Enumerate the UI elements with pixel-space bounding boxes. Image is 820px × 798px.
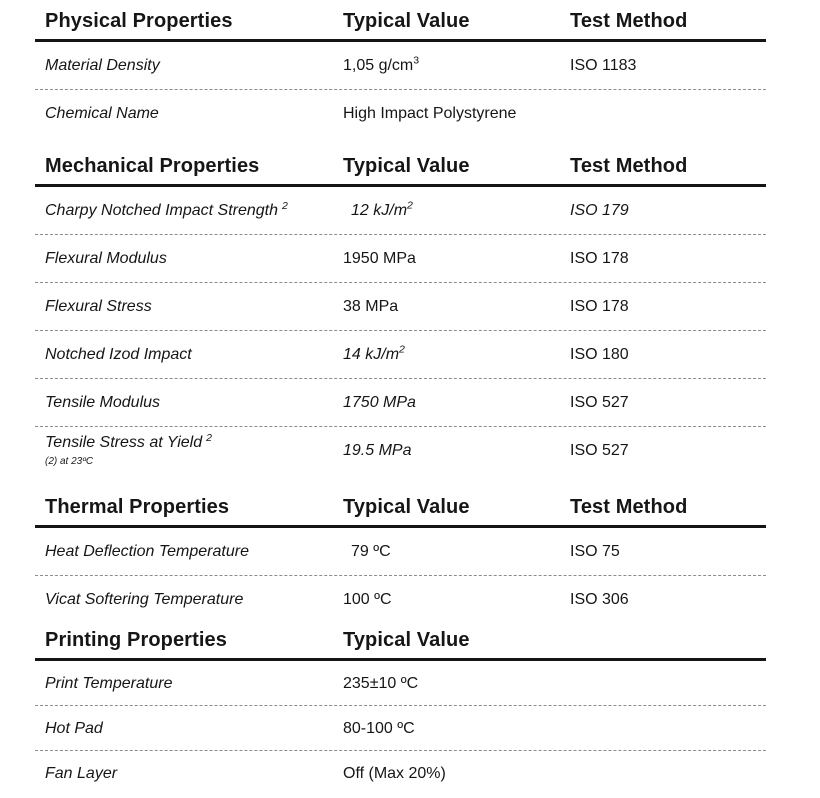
property-name-cell xyxy=(35,104,343,123)
property-row xyxy=(35,187,766,235)
section-header-row xyxy=(35,6,766,42)
column-header-typical-value: Typical Value xyxy=(343,155,470,177)
section-title: Physical Properties xyxy=(45,10,233,32)
property-value: 38 MPa xyxy=(343,298,399,315)
property-value-cell xyxy=(343,674,570,693)
property-name-superscript: 2 xyxy=(282,199,288,212)
property-value-cell xyxy=(343,542,570,561)
section-title: Thermal Properties xyxy=(45,496,230,518)
property-name: Tensile Modulus xyxy=(45,394,161,411)
property-value: 100 ºC xyxy=(343,591,392,608)
property-name-cell xyxy=(35,433,343,468)
section-printing-properties xyxy=(35,625,766,795)
column-header-typical-value: Typical Value xyxy=(343,496,470,518)
property-name-cell xyxy=(35,719,343,738)
column-header-typical-value: Typical Value xyxy=(343,10,470,32)
property-value-superscript: 2 xyxy=(399,343,405,356)
test-method-value: ISO 1183 xyxy=(570,57,637,74)
property-name: Hot Pad xyxy=(45,719,103,737)
property-name: Tensile Stress at Yield xyxy=(45,434,203,451)
property-name-cell xyxy=(35,764,343,783)
property-name: Charpy Notched Impact Strength xyxy=(45,202,279,219)
property-row xyxy=(35,661,766,706)
property-row xyxy=(35,379,766,427)
property-value: 19.5 MPa xyxy=(343,442,412,459)
section-mechanical-properties xyxy=(35,151,766,474)
test-method-value: ISO 178 xyxy=(570,250,629,267)
property-name: Flexural Modulus xyxy=(45,250,167,267)
section-header-row xyxy=(35,625,766,661)
property-value: 1750 MPa xyxy=(343,394,416,411)
section-physical-properties xyxy=(35,6,766,137)
property-value: 1950 MPa xyxy=(343,250,416,267)
section-title: Printing Properties xyxy=(45,629,227,651)
section-rows xyxy=(35,42,766,137)
property-value-cell xyxy=(343,345,570,364)
property-name: Vicat Softering Temperature xyxy=(45,591,244,608)
property-value: 235±10 ºC xyxy=(343,674,419,692)
property-name: Flexural Stress xyxy=(45,298,152,315)
property-value: High Impact Polystyrene xyxy=(343,105,517,122)
test-method-value: ISO 180 xyxy=(570,346,629,363)
property-name: Material Density xyxy=(45,57,160,74)
property-name-cell xyxy=(35,393,343,412)
property-row xyxy=(35,283,766,331)
property-name: Print Temperature xyxy=(45,674,173,692)
test-method-value: ISO 75 xyxy=(570,543,620,560)
column-header-typical-value: Typical Value xyxy=(343,629,470,651)
property-name: Fan Layer xyxy=(45,764,118,782)
property-name-cell xyxy=(35,345,343,364)
property-name-superscript: 2 xyxy=(206,431,212,444)
property-row xyxy=(35,90,766,137)
property-value-superscript: 3 xyxy=(413,54,420,67)
property-value-cell xyxy=(343,297,570,316)
property-row xyxy=(35,235,766,283)
property-row xyxy=(35,528,766,576)
property-value-cell xyxy=(343,719,570,738)
property-name-cell xyxy=(35,542,343,561)
property-value-cell xyxy=(343,201,570,220)
property-row xyxy=(35,427,766,474)
property-value-cell xyxy=(343,590,570,609)
property-row xyxy=(35,751,766,795)
footnote: (2) at 23ºC xyxy=(45,456,94,467)
property-tables xyxy=(35,6,766,795)
property-name-cell xyxy=(35,201,343,220)
property-row xyxy=(35,331,766,379)
section-header-row xyxy=(35,492,766,528)
property-value-superscript: 2 xyxy=(407,199,413,212)
property-name-cell xyxy=(35,56,343,75)
column-header-test-method: Test Method xyxy=(570,10,688,32)
property-value: 80-100 ºC xyxy=(343,719,415,737)
property-value: 12 kJ/m xyxy=(351,202,408,219)
test-method-value: ISO 179 xyxy=(570,202,629,219)
property-name: Heat Deflection Temperature xyxy=(45,543,249,560)
property-name: Chemical Name xyxy=(45,105,159,122)
column-header-test-method: Test Method xyxy=(570,496,688,518)
property-value-cell xyxy=(343,393,570,412)
property-value-cell xyxy=(343,104,570,123)
test-method-value: ISO 527 xyxy=(570,394,629,411)
property-name-cell xyxy=(35,297,343,316)
property-row xyxy=(35,706,766,751)
section-thermal-properties xyxy=(35,492,766,623)
property-value: 79 ºC xyxy=(351,543,391,560)
section-rows xyxy=(35,528,766,623)
section-rows xyxy=(35,661,766,795)
property-value: Off (Max 20%) xyxy=(343,764,446,782)
property-name-cell xyxy=(35,590,343,609)
property-value-cell xyxy=(343,56,570,75)
property-value-cell xyxy=(343,441,570,460)
property-name-cell xyxy=(35,249,343,268)
property-row xyxy=(35,42,766,90)
column-header-test-method: Test Method xyxy=(570,155,688,177)
property-value-cell xyxy=(343,249,570,268)
section-rows xyxy=(35,187,766,474)
property-row xyxy=(35,576,766,623)
property-name-cell xyxy=(35,674,343,693)
test-method-value: ISO 306 xyxy=(570,591,629,608)
section-header-row xyxy=(35,151,766,187)
test-method-value: ISO 527 xyxy=(570,442,629,459)
property-name: Notched Izod Impact xyxy=(45,346,192,363)
property-value: 1,05 g/cm xyxy=(343,57,414,74)
section-title: Mechanical Properties xyxy=(45,155,260,177)
property-value-cell xyxy=(343,764,570,783)
test-method-value: ISO 178 xyxy=(570,298,629,315)
property-value: 14 kJ/m xyxy=(343,346,400,363)
